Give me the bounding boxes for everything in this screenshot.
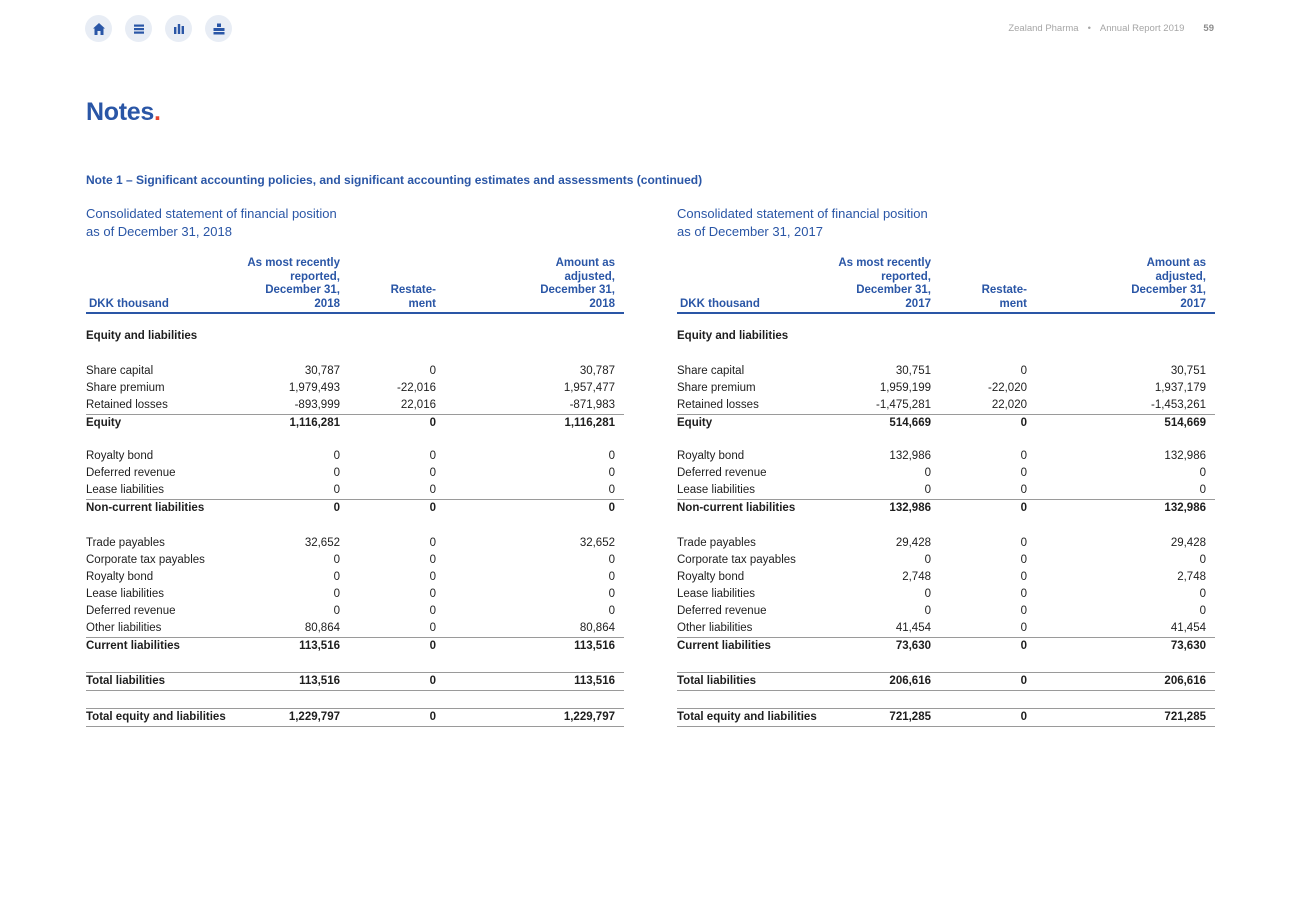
col-header-adjusted bbox=[540, 257, 615, 311]
cell-value: -1,475,281 bbox=[876, 399, 931, 411]
cell-value: 206,616 bbox=[1164, 675, 1206, 687]
col-header-reported bbox=[838, 257, 931, 311]
row-label: Equity bbox=[86, 417, 122, 429]
row-label: Royalty bond bbox=[86, 450, 154, 462]
row-label: Retained losses bbox=[86, 399, 168, 411]
cell-value: 0 bbox=[924, 588, 931, 600]
note-heading: Note 1 – Significant accounting policies, and significant accounting estimates and assessments (continued) bbox=[86, 173, 703, 187]
cell-value: 1,229,797 bbox=[563, 711, 615, 723]
cell-value: 0 bbox=[1020, 571, 1027, 583]
subtotal-row bbox=[677, 499, 1215, 517]
row-label: Lease liabilities bbox=[86, 588, 164, 600]
cell-value: 0 bbox=[1020, 640, 1027, 652]
row-label: Royalty bond bbox=[86, 571, 154, 583]
table-row bbox=[677, 586, 1215, 603]
cell-value: 30,751 bbox=[895, 365, 931, 377]
row-label: Current liabilities bbox=[677, 640, 771, 652]
table-row bbox=[677, 552, 1215, 569]
cell-value: 0 bbox=[429, 537, 436, 549]
row-label: Non-current liabilities bbox=[86, 502, 205, 514]
cell-value: 0 bbox=[333, 484, 340, 496]
cell-value: 0 bbox=[333, 605, 340, 617]
cell-value: 0 bbox=[608, 554, 615, 566]
table-row bbox=[677, 363, 1215, 380]
charts-button[interactable] bbox=[165, 15, 192, 42]
statement-title bbox=[86, 205, 624, 241]
cell-value: 73,630 bbox=[1170, 640, 1206, 652]
row-label: Share premium bbox=[86, 382, 165, 394]
cell-value: 0 bbox=[1199, 554, 1206, 566]
table-row bbox=[677, 448, 1215, 465]
row-label: Total liabilities bbox=[86, 675, 166, 687]
cell-value: 1,957,477 bbox=[563, 382, 615, 394]
cell-value: 32,652 bbox=[579, 537, 615, 549]
cell-value: 30,751 bbox=[1170, 365, 1206, 377]
row-label: Retained losses bbox=[677, 399, 759, 411]
cell-value: 0 bbox=[333, 502, 340, 514]
row-label: Share premium bbox=[677, 382, 756, 394]
cell-value: -1,453,261 bbox=[1151, 399, 1206, 411]
cell-value: 29,428 bbox=[1170, 537, 1206, 549]
col-header-reported bbox=[247, 257, 340, 311]
cell-value: 0 bbox=[333, 588, 340, 600]
table-row bbox=[86, 552, 624, 569]
row-label: Corporate tax payables bbox=[677, 554, 796, 566]
cell-value: 0 bbox=[1020, 711, 1027, 723]
cell-value: 29,428 bbox=[895, 537, 931, 549]
table-row bbox=[86, 448, 624, 465]
report-name: Annual Report 2019 bbox=[1099, 23, 1185, 34]
row-label: Trade payables bbox=[86, 537, 165, 549]
cell-value: 0 bbox=[429, 502, 436, 514]
table-row bbox=[677, 569, 1215, 586]
table-row bbox=[86, 465, 624, 482]
row-label: Current liabilities bbox=[86, 640, 180, 652]
subtotal-row bbox=[86, 499, 624, 517]
row-label: Total equity and liabilities bbox=[86, 711, 226, 723]
col-header-restatement bbox=[982, 284, 1027, 311]
cell-value: 132,986 bbox=[889, 450, 931, 462]
row-label: Total equity and liabilities bbox=[677, 711, 817, 723]
row-label: Lease liabilities bbox=[677, 588, 755, 600]
header-line: December 31, bbox=[265, 284, 340, 296]
row-label: Deferred revenue bbox=[86, 467, 176, 479]
cell-value: 0 bbox=[608, 605, 615, 617]
cell-value: 0 bbox=[429, 605, 436, 617]
header-line: reported, bbox=[881, 270, 931, 283]
table-row bbox=[86, 397, 624, 414]
cell-value: 0 bbox=[1020, 484, 1027, 496]
header-line: Restate- bbox=[981, 284, 1027, 296]
row-label: Share capital bbox=[86, 365, 154, 377]
statement-title-line: as of December 31, 2017 bbox=[677, 224, 823, 239]
cell-value: 113,516 bbox=[574, 675, 615, 687]
cell-value: 2,748 bbox=[1177, 571, 1206, 583]
organization-button[interactable] bbox=[205, 15, 232, 42]
table-row bbox=[86, 586, 624, 603]
header-line: 2017 bbox=[905, 297, 931, 310]
cell-value: 0 bbox=[429, 484, 436, 496]
row-label: Lease liabilities bbox=[86, 484, 164, 496]
header-line: ment bbox=[999, 297, 1027, 310]
cell-value: 0 bbox=[1020, 365, 1027, 377]
cell-value: 41,454 bbox=[895, 622, 931, 634]
cell-value: 113,516 bbox=[299, 640, 340, 652]
header-line: Restate- bbox=[390, 284, 436, 296]
statement-title bbox=[677, 205, 1215, 241]
cell-value: 514,669 bbox=[1164, 417, 1206, 429]
home-button[interactable] bbox=[85, 15, 112, 42]
row-label: Deferred revenue bbox=[677, 467, 767, 479]
table-row bbox=[677, 482, 1215, 499]
header-line: December 31, bbox=[856, 284, 931, 296]
cell-value: 0 bbox=[1020, 450, 1027, 462]
cell-value: 80,864 bbox=[304, 622, 340, 634]
cell-value: 0 bbox=[429, 365, 436, 377]
cell-value: 0 bbox=[429, 450, 436, 462]
cell-value: 0 bbox=[1020, 588, 1027, 600]
cell-value: 0 bbox=[333, 467, 340, 479]
table-header bbox=[677, 257, 1215, 314]
statement-title-line: as of December 31, 2018 bbox=[86, 224, 232, 239]
section-heading: Equity and liabilities bbox=[86, 330, 198, 342]
cell-value: 2,748 bbox=[902, 571, 931, 583]
header-line: December 31, bbox=[1131, 284, 1206, 296]
header-line: 2018 bbox=[314, 297, 340, 310]
cell-value: 0 bbox=[1020, 554, 1027, 566]
col-header-dkk: DKK thousand bbox=[680, 297, 760, 310]
cell-value: 0 bbox=[429, 417, 436, 429]
total-row bbox=[677, 708, 1215, 727]
table-header bbox=[86, 257, 624, 314]
cell-value: 0 bbox=[429, 622, 436, 634]
running-header bbox=[1008, 23, 1214, 34]
cell-value: -871,983 bbox=[569, 399, 615, 411]
cell-value: 0 bbox=[429, 711, 436, 723]
subtotal-row bbox=[86, 414, 624, 432]
row-label: Deferred revenue bbox=[86, 605, 176, 617]
row-label: Share capital bbox=[677, 365, 745, 377]
cell-value: 30,787 bbox=[304, 365, 340, 377]
cell-value: 1,937,179 bbox=[1154, 382, 1206, 394]
row-label: Royalty bond bbox=[677, 450, 745, 462]
cell-value: -22,016 bbox=[396, 382, 436, 394]
cell-value: 0 bbox=[1020, 622, 1027, 634]
cell-value: 0 bbox=[608, 484, 615, 496]
statement-title-line: Consolidated statement of financial position bbox=[677, 206, 928, 221]
table-row bbox=[86, 363, 624, 380]
table-row bbox=[86, 482, 624, 499]
cell-value: 0 bbox=[608, 571, 615, 583]
header-line: December 31, bbox=[540, 284, 615, 296]
page-title-text: Notes bbox=[86, 98, 154, 126]
row-label: Trade payables bbox=[677, 537, 756, 549]
header-line: Amount as bbox=[555, 257, 615, 269]
section-heading: Equity and liabilities bbox=[677, 330, 789, 342]
table-row bbox=[86, 603, 624, 620]
cell-value: 0 bbox=[1020, 467, 1027, 479]
row-label: Other liabilities bbox=[86, 622, 162, 634]
row-label: Non-current liabilities bbox=[677, 502, 796, 514]
table-row bbox=[86, 620, 624, 637]
organization-icon bbox=[212, 22, 226, 36]
cell-value: 0 bbox=[333, 554, 340, 566]
subtotal-row bbox=[86, 637, 624, 655]
col-header-adjusted bbox=[1131, 257, 1206, 311]
cell-value: 1,959,199 bbox=[879, 382, 931, 394]
list-icon bbox=[132, 22, 146, 36]
statement-2017 bbox=[677, 205, 1215, 727]
cell-value: 32,652 bbox=[304, 537, 340, 549]
total-row bbox=[677, 672, 1215, 691]
row-label: Other liabilities bbox=[677, 622, 753, 634]
header-line: adjusted, bbox=[1155, 270, 1206, 283]
statement-title-line: Consolidated statement of financial position bbox=[86, 206, 337, 221]
total-row bbox=[86, 672, 624, 691]
cell-value: 0 bbox=[429, 588, 436, 600]
cell-value: 30,787 bbox=[579, 365, 615, 377]
header-line: As most recently bbox=[838, 257, 931, 269]
cell-value: 22,016 bbox=[400, 399, 436, 411]
cell-value: 0 bbox=[429, 467, 436, 479]
header-line: reported, bbox=[290, 270, 340, 283]
cell-value: 0 bbox=[1020, 605, 1027, 617]
table-row bbox=[677, 620, 1215, 637]
statement-2018 bbox=[86, 205, 624, 727]
cell-value: 514,669 bbox=[889, 417, 931, 429]
cell-value: 0 bbox=[608, 502, 615, 514]
cell-value: -893,999 bbox=[294, 399, 340, 411]
cell-value: 0 bbox=[608, 467, 615, 479]
cell-value: 0 bbox=[429, 571, 436, 583]
cell-value: 0 bbox=[1020, 537, 1027, 549]
cell-value: 113,516 bbox=[299, 675, 340, 687]
cell-value: 1,229,797 bbox=[288, 711, 340, 723]
cell-value: 132,986 bbox=[889, 502, 931, 514]
cell-value: 721,285 bbox=[1164, 711, 1206, 723]
cell-value: -22,020 bbox=[987, 382, 1027, 394]
cell-value: 0 bbox=[333, 450, 340, 462]
row-label: Deferred revenue bbox=[677, 605, 767, 617]
company-name: Zealand Pharma bbox=[1008, 23, 1079, 34]
row-label: Total liabilities bbox=[677, 675, 757, 687]
row-label: Equity bbox=[677, 417, 713, 429]
header-line: 2017 bbox=[1180, 297, 1206, 310]
cell-value: 0 bbox=[1199, 605, 1206, 617]
cell-value: 132,986 bbox=[1164, 502, 1206, 514]
total-row bbox=[86, 708, 624, 727]
cell-value: 0 bbox=[1199, 588, 1206, 600]
header-line: Amount as bbox=[1146, 257, 1206, 269]
header-line: adjusted, bbox=[564, 270, 615, 283]
cell-value: 1,116,281 bbox=[289, 417, 340, 429]
cell-value: 721,285 bbox=[889, 711, 931, 723]
header-line: 2018 bbox=[589, 297, 615, 310]
subtotal-row bbox=[677, 637, 1215, 655]
top-nav bbox=[85, 15, 232, 42]
cell-value: 113,516 bbox=[574, 640, 615, 652]
table-row bbox=[677, 535, 1215, 552]
table-row bbox=[86, 535, 624, 552]
table-row bbox=[677, 380, 1215, 397]
cell-value: 1,979,493 bbox=[288, 382, 340, 394]
cell-value: 80,864 bbox=[579, 622, 615, 634]
table-row bbox=[677, 465, 1215, 482]
home-icon bbox=[92, 22, 106, 36]
cell-value: 1,116,281 bbox=[564, 417, 615, 429]
cell-value: 132,986 bbox=[1164, 450, 1206, 462]
cell-value: 0 bbox=[1199, 467, 1206, 479]
cell-value: 0 bbox=[608, 588, 615, 600]
separator-dot: • bbox=[1087, 23, 1091, 34]
cell-value: 0 bbox=[924, 484, 931, 496]
page-number: 59 bbox=[1203, 23, 1214, 34]
cell-value: 0 bbox=[429, 675, 436, 687]
cell-value: 0 bbox=[429, 640, 436, 652]
cell-value: 0 bbox=[1199, 484, 1206, 496]
title-dot: . bbox=[153, 98, 161, 126]
cell-value: 73,630 bbox=[895, 640, 931, 652]
table-row bbox=[677, 397, 1215, 414]
cell-value: 0 bbox=[1020, 502, 1027, 514]
cell-value: 206,616 bbox=[889, 675, 931, 687]
cell-value: 0 bbox=[333, 571, 340, 583]
cell-value: 0 bbox=[429, 554, 436, 566]
cell-value: 41,454 bbox=[1170, 622, 1206, 634]
page-title bbox=[86, 98, 161, 127]
col-header-dkk: DKK thousand bbox=[89, 297, 169, 310]
cell-value: 0 bbox=[924, 605, 931, 617]
header-line: As most recently bbox=[247, 257, 340, 269]
cell-value: 0 bbox=[1020, 675, 1027, 687]
table-row bbox=[677, 603, 1215, 620]
bar-chart-icon bbox=[172, 22, 186, 36]
cell-value: 0 bbox=[924, 467, 931, 479]
row-label: Royalty bond bbox=[677, 571, 745, 583]
contents-button[interactable] bbox=[125, 15, 152, 42]
cell-value: 0 bbox=[608, 450, 615, 462]
row-label: Lease liabilities bbox=[677, 484, 755, 496]
table-row bbox=[86, 569, 624, 586]
cell-value: 0 bbox=[1020, 417, 1027, 429]
cell-value: 0 bbox=[924, 554, 931, 566]
row-label: Corporate tax payables bbox=[86, 554, 205, 566]
table-row bbox=[86, 380, 624, 397]
header-line: ment bbox=[408, 297, 436, 310]
subtotal-row bbox=[677, 414, 1215, 432]
col-header-restatement bbox=[391, 284, 436, 311]
cell-value: 22,020 bbox=[991, 399, 1027, 411]
